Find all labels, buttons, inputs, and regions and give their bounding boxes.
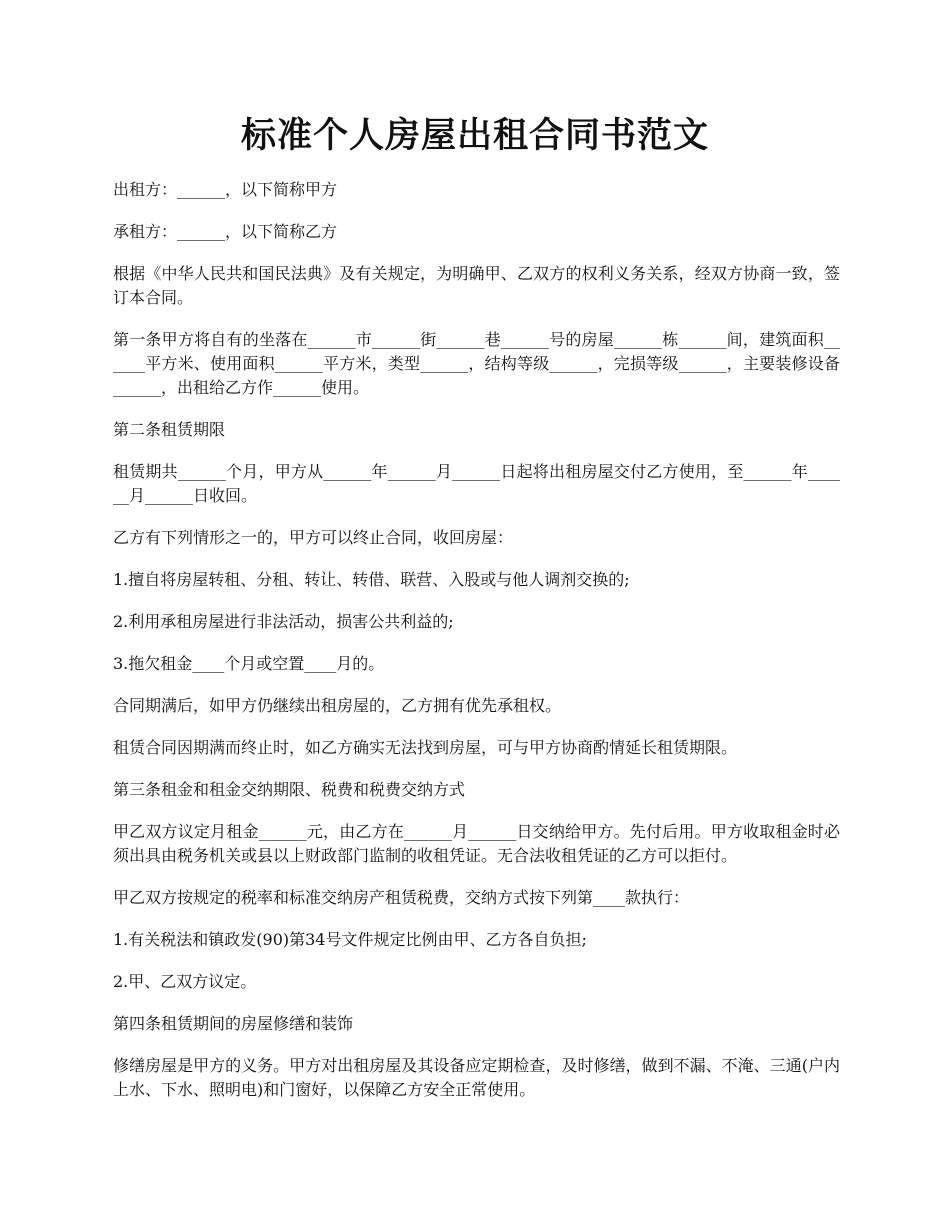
article-3-heading: 第三条租金和租金交纳期限、税费和税费交纳方式 <box>113 780 466 799</box>
article-3-rent: 甲乙双方议定月租金______元，由乙方在______月______日交纳给甲方。先付后用。甲方收取租金时必须出具由税务机关或县以上财政部门监制的收租凭证。无合法收租凭证的乙方可以拒付。 <box>113 822 840 865</box>
tax-item-2: 2.甲、乙双方议定。 <box>113 972 257 991</box>
document-body <box>113 178 840 1120</box>
preamble: 根据《中华人民共和国民法典》及有关规定，为明确甲、乙双方的权利义务关系，经双方协商一致，签订本合同。 <box>113 264 840 307</box>
article-1-text: 第一条甲方将自有的坐落在______市______街______巷______号的房屋______栋______间，建筑面积______平方米、使用面积______平方米，类型______，结构等级______，完损等级______，主要装修设备______，出租给乙方作______使用。 <box>113 330 840 397</box>
article-2-heading: 第二条租赁期限 <box>113 420 226 439</box>
extension-clause: 租赁合同因期满而终止时，如乙方确实无法找到房屋，可与甲方协商酌情延长租赁期限。 <box>113 738 738 757</box>
document-title: 标准个人房屋出租合同书范文 <box>240 115 709 156</box>
termination-item-1: 1.擅自将房屋转租、分租、转让、转借、联营、入股或与他人调剂交换的; <box>113 570 630 589</box>
priority-renewal: 合同期满后，如甲方仍继续出租房屋的，乙方拥有优先承租权。 <box>113 696 562 715</box>
article-4-heading: 第四条租赁期间的房屋修缮和装饰 <box>113 1014 354 1033</box>
article-4-text: 修缮房屋是甲方的义务。甲方对出租房屋及其设备应定期检查，及时修缮，做到不漏、不淹、三通(户内上水、下水、照明电)和门窗好，以保障乙方安全正常使用。 <box>113 1056 840 1099</box>
article-3-tax: 甲乙双方按规定的税率和标准交纳房产租赁税费，交纳方式按下列第____款执行： <box>113 888 690 907</box>
party-lessee: 承租方：______，以下简称乙方 <box>113 222 338 241</box>
article-2-text: 租赁期共______个月，甲方从______年______月______日起将出租房屋交付乙方使用，至______年______月______日收回。 <box>113 462 840 505</box>
termination-intro: 乙方有下列情形之一的，甲方可以终止合同，收回房屋： <box>113 528 514 547</box>
tax-item-1: 1.有关税法和镇政发(90)第34号文件规定比例由甲、乙方各自负担; <box>113 930 587 949</box>
termination-item-2: 2.利用承租房屋进行非法活动，损害公共利益的; <box>113 612 454 631</box>
party-lessor: 出租方：______，以下简称甲方 <box>113 180 338 199</box>
termination-item-3: 3.拖欠租金____个月或空置____月的。 <box>113 654 385 673</box>
